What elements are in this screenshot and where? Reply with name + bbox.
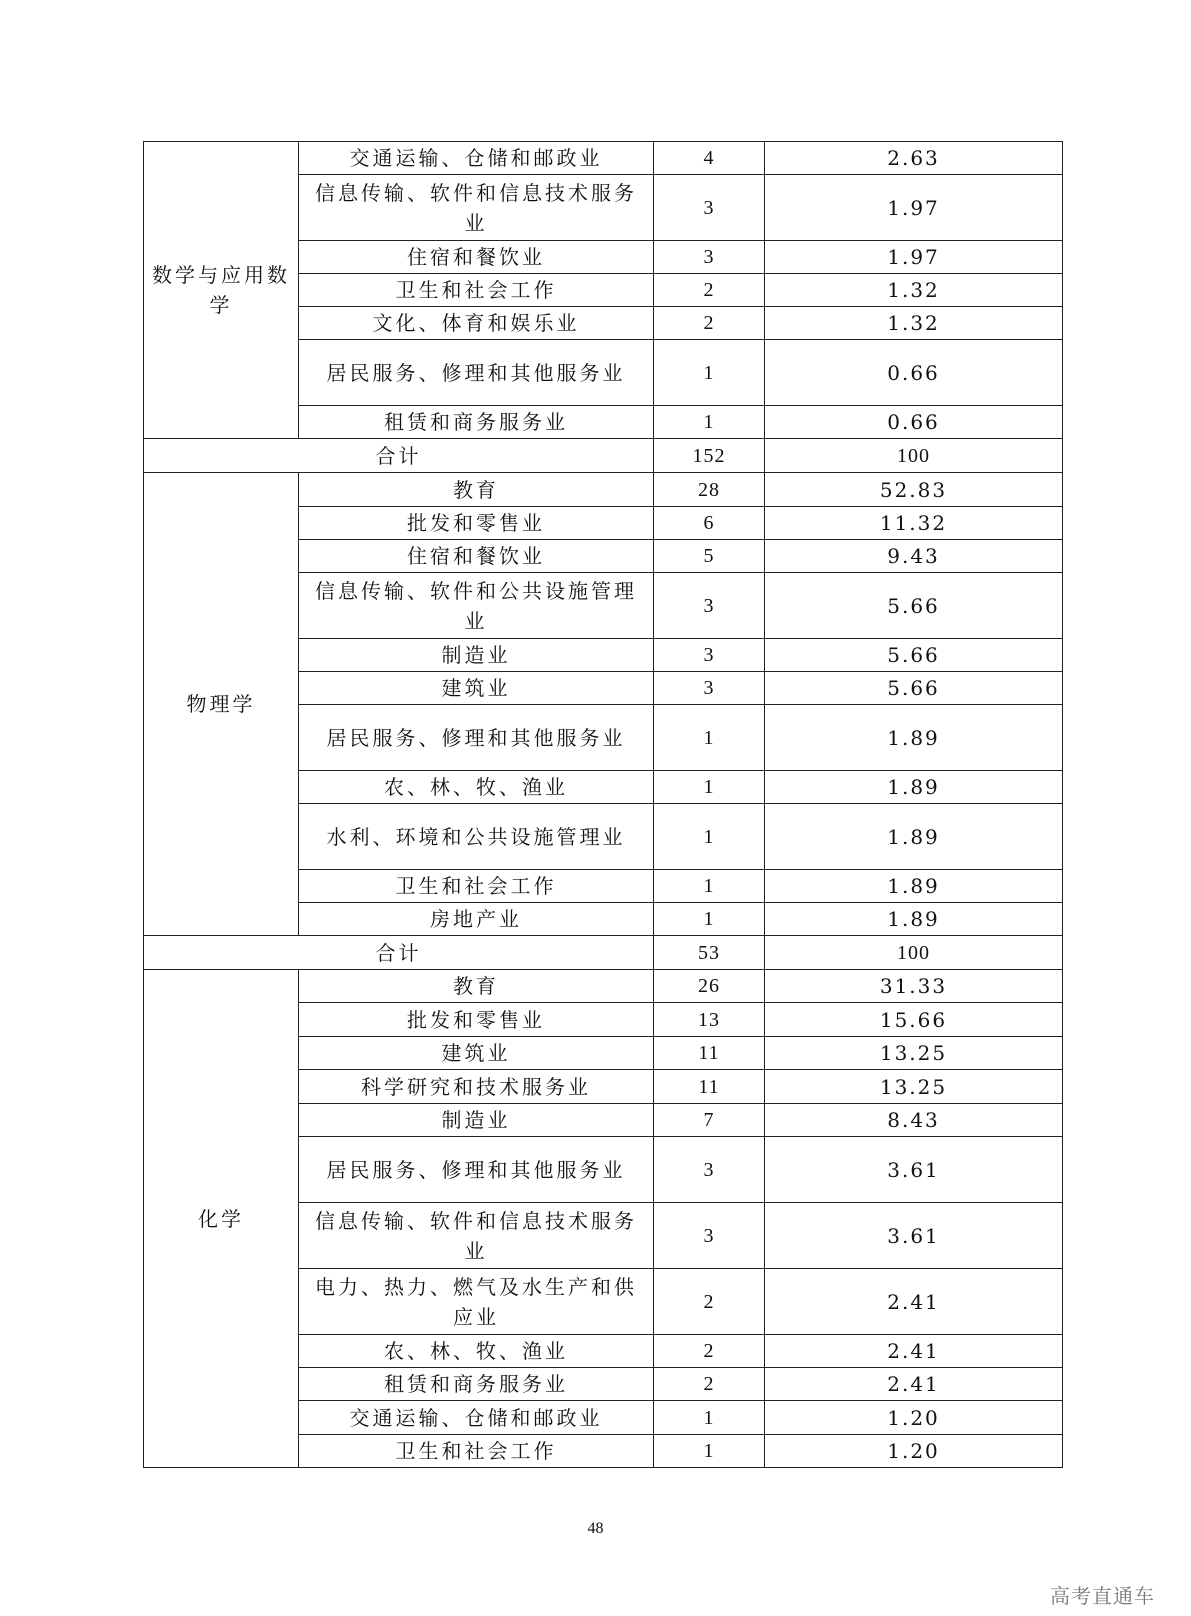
- table-row: [144, 970, 1063, 1003]
- percent-cell: 8.43: [765, 1104, 1063, 1137]
- percent-cell: 2.41: [765, 1269, 1063, 1335]
- percent-cell: 2.41: [765, 1335, 1063, 1368]
- industry-cell: 信息传输、软件和信息技术服务业: [299, 175, 654, 241]
- count-cell: 5: [654, 540, 765, 573]
- count-cell: 1: [654, 804, 765, 870]
- count-cell: 2: [654, 1368, 765, 1401]
- percent-cell: 5.66: [765, 672, 1063, 705]
- industry-cell: 制造业: [299, 639, 654, 672]
- percent-cell: 1.89: [765, 804, 1063, 870]
- industry-cell: 信息传输、软件和公共设施管理业: [299, 573, 654, 639]
- major-name-cell: 物理学: [144, 473, 299, 936]
- page-number: 48: [587, 1520, 604, 1537]
- count-cell: 6: [654, 507, 765, 540]
- percent-cell: 3.61: [765, 1137, 1063, 1203]
- industry-cell: 交通运输、仓储和邮政业: [299, 142, 654, 175]
- major-name-cell: 数学与应用数学: [144, 142, 299, 439]
- count-cell: 2: [654, 1335, 765, 1368]
- count-cell: 1: [654, 705, 765, 771]
- total-count-cell: 152: [654, 439, 765, 473]
- count-cell: 3: [654, 241, 765, 274]
- industry-cell: 电力、热力、燃气及水生产和供应业: [299, 1269, 654, 1335]
- percent-cell: 1.89: [765, 771, 1063, 804]
- percent-cell: 1.89: [765, 705, 1063, 771]
- total-percent-cell: 100: [765, 439, 1063, 473]
- count-cell: 7: [654, 1104, 765, 1137]
- industry-cell: 农、林、牧、渔业: [299, 771, 654, 804]
- count-cell: 3: [654, 1203, 765, 1269]
- industry-cell: 卫生和社会工作: [299, 870, 654, 903]
- count-cell: 28: [654, 473, 765, 507]
- count-cell: 3: [654, 175, 765, 241]
- industry-cell: 住宿和餐饮业: [299, 241, 654, 274]
- percent-cell: 1.20: [765, 1401, 1063, 1435]
- count-cell: 11: [654, 1037, 765, 1070]
- count-cell: 2: [654, 1269, 765, 1335]
- count-cell: 26: [654, 970, 765, 1003]
- count-cell: 1: [654, 340, 765, 406]
- percent-cell: 2.41: [765, 1368, 1063, 1401]
- major-name-cell: 化学: [144, 970, 299, 1468]
- percent-cell: 5.66: [765, 639, 1063, 672]
- percent-cell: 3.61: [765, 1203, 1063, 1269]
- count-cell: 3: [654, 573, 765, 639]
- percent-cell: 1.20: [765, 1435, 1063, 1468]
- count-cell: 13: [654, 1003, 765, 1037]
- count-cell: 4: [654, 142, 765, 175]
- percent-cell: 5.66: [765, 573, 1063, 639]
- industry-cell: 制造业: [299, 1104, 654, 1137]
- percent-cell: 15.66: [765, 1003, 1063, 1037]
- industry-cell: 租赁和商务服务业: [299, 1368, 654, 1401]
- industry-cell: 批发和零售业: [299, 507, 654, 540]
- industry-cell: 科学研究和技术服务业: [299, 1070, 654, 1104]
- total-row: [144, 439, 1063, 473]
- percent-cell: 52.83: [765, 473, 1063, 507]
- industry-cell: 卫生和社会工作: [299, 1435, 654, 1468]
- count-cell: 1: [654, 870, 765, 903]
- industry-cell: 居民服务、修理和其他服务业: [299, 340, 654, 406]
- table-row: [144, 473, 1063, 507]
- percent-cell: 9.43: [765, 540, 1063, 573]
- percent-cell: 1.89: [765, 870, 1063, 903]
- total-percent-cell: 100: [765, 936, 1063, 970]
- industry-cell: 文化、体育和娱乐业: [299, 307, 654, 340]
- count-cell: 3: [654, 672, 765, 705]
- count-cell: 3: [654, 1137, 765, 1203]
- percent-cell: 13.25: [765, 1070, 1063, 1104]
- percent-cell: 2.63: [765, 142, 1063, 175]
- total-row: [144, 936, 1063, 970]
- count-cell: 3: [654, 639, 765, 672]
- count-cell: 1: [654, 1401, 765, 1435]
- percent-cell: 11.32: [765, 507, 1063, 540]
- employment-industry-table: [143, 141, 1063, 1468]
- percent-cell: 1.32: [765, 307, 1063, 340]
- count-cell: 2: [654, 274, 765, 307]
- industry-cell: 批发和零售业: [299, 1003, 654, 1037]
- percent-cell: 13.25: [765, 1037, 1063, 1070]
- count-cell: 2: [654, 307, 765, 340]
- industry-cell: 农、林、牧、渔业: [299, 1335, 654, 1368]
- count-cell: 1: [654, 1435, 765, 1468]
- industry-cell: 教育: [299, 970, 654, 1003]
- percent-cell: 1.89: [765, 903, 1063, 936]
- industry-cell: 卫生和社会工作: [299, 274, 654, 307]
- industry-cell: 居民服务、修理和其他服务业: [299, 705, 654, 771]
- watermark-text: 高考直通车: [1050, 1584, 1155, 1608]
- count-cell: 1: [654, 771, 765, 804]
- percent-cell: 1.97: [765, 175, 1063, 241]
- industry-cell: 信息传输、软件和信息技术服务业: [299, 1203, 654, 1269]
- industry-cell: 租赁和商务服务业: [299, 406, 654, 439]
- total-label-cell: 合计: [144, 439, 654, 473]
- percent-cell: 1.97: [765, 241, 1063, 274]
- total-label-cell: 合计: [144, 936, 654, 970]
- industry-cell: 教育: [299, 473, 654, 507]
- industry-cell: 房地产业: [299, 903, 654, 936]
- industry-cell: 居民服务、修理和其他服务业: [299, 1137, 654, 1203]
- count-cell: 1: [654, 903, 765, 936]
- total-count-cell: 53: [654, 936, 765, 970]
- percent-cell: 0.66: [765, 340, 1063, 406]
- table-row: [144, 142, 1063, 175]
- industry-cell: 交通运输、仓储和邮政业: [299, 1401, 654, 1435]
- percent-cell: 1.32: [765, 274, 1063, 307]
- industry-cell: 建筑业: [299, 1037, 654, 1070]
- percent-cell: 0.66: [765, 406, 1063, 439]
- industry-cell: 水利、环境和公共设施管理业: [299, 804, 654, 870]
- percent-cell: 31.33: [765, 970, 1063, 1003]
- industry-cell: 建筑业: [299, 672, 654, 705]
- count-cell: 1: [654, 406, 765, 439]
- industry-cell: 住宿和餐饮业: [299, 540, 654, 573]
- count-cell: 11: [654, 1070, 765, 1104]
